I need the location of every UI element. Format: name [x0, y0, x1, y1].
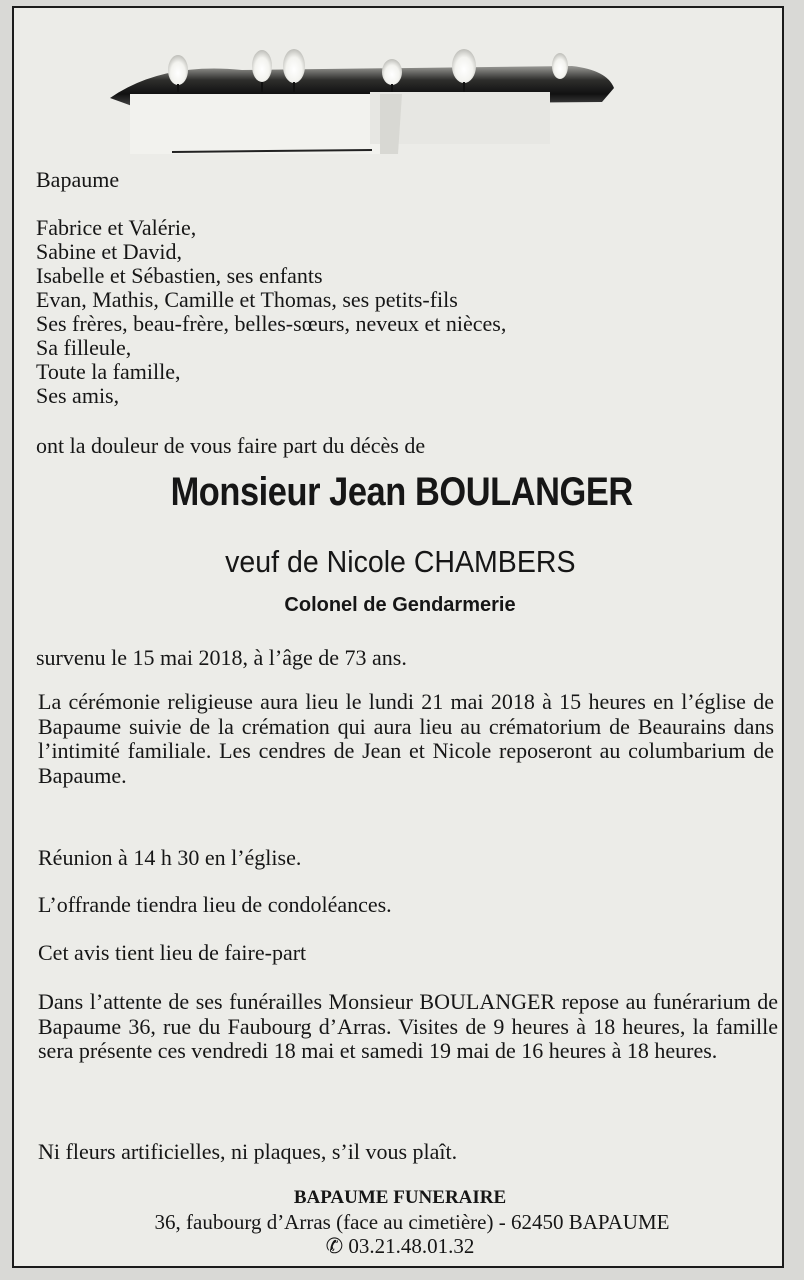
family-line: Isabelle et Sébastien, ses enfants: [36, 263, 323, 288]
flowers-line: Ni fleurs artificielles, ni plaques, s’il vous plaît.: [38, 1139, 458, 1164]
rank-line: Colonel de Gendarmerie: [284, 594, 516, 616]
notice-line: Cet avis tient lieu de faire-part: [38, 940, 307, 965]
family-line: Ses amis,: [36, 383, 120, 408]
meeting-line: Réunion à 14 h 30 en l’église.: [38, 845, 302, 870]
deceased-name: Monsieur Jean BOULANGER: [170, 470, 633, 514]
funeral-home-name: BAPAUME FUNERAIRE: [293, 1187, 507, 1208]
location: Bapaume: [36, 167, 120, 192]
offering-line: L’offrande tiendra lieu de condoléances.: [38, 892, 392, 917]
announcement: ont la douleur de vous faire part du décès de: [36, 433, 426, 458]
family-line: Sabine et David,: [36, 239, 183, 264]
family-line: Sa filleule,: [36, 335, 132, 360]
death-info: survenu le 15 mai 2018, à l’âge de 73 ans.: [36, 645, 407, 670]
candles-image: [102, 36, 622, 162]
visitation-paragraph: Dans l’attente de ses funérailles Monsieur BOULANGER repose au funérarium de Bapaume 36, rue du Faubourg d’Arras. Visites de 9 heures à 18 heures, la famille sera présente ces vendredi 18 mai et samedi 19 mai de 16 heures à 18 heures.: [38, 989, 778, 1063]
spouse-line: veuf de Nicole CHAMBERS: [225, 544, 576, 579]
ceremony-paragraph: La cérémonie religieuse aura lieu le lundi 21 mai 2018 à 15 heures en l’église de Bapaume suivie de la crémation qui aura lieu au crématorium de Beaurains dans l’intimité familiale. Les cendres de Jean et Nicole reposeront au columbarium de Bapaume.: [38, 689, 774, 788]
family-line: Fabrice et Valérie,: [36, 215, 197, 240]
funeral-home-phone: ✆ 03.21.48.01.32: [325, 1234, 475, 1258]
family-line: Evan, Mathis, Camille et Thomas, ses petits-fils: [36, 287, 458, 312]
family-line: Ses frères, beau-frère, belles-sœurs, neveux et nièces,: [36, 311, 507, 336]
obituary-notice: [12, 6, 784, 1268]
funeral-home-address: 36, faubourg d’Arras (face au cimetière) - 62450 BAPAUME: [154, 1210, 670, 1234]
family-line: Toute la famille,: [36, 359, 181, 384]
